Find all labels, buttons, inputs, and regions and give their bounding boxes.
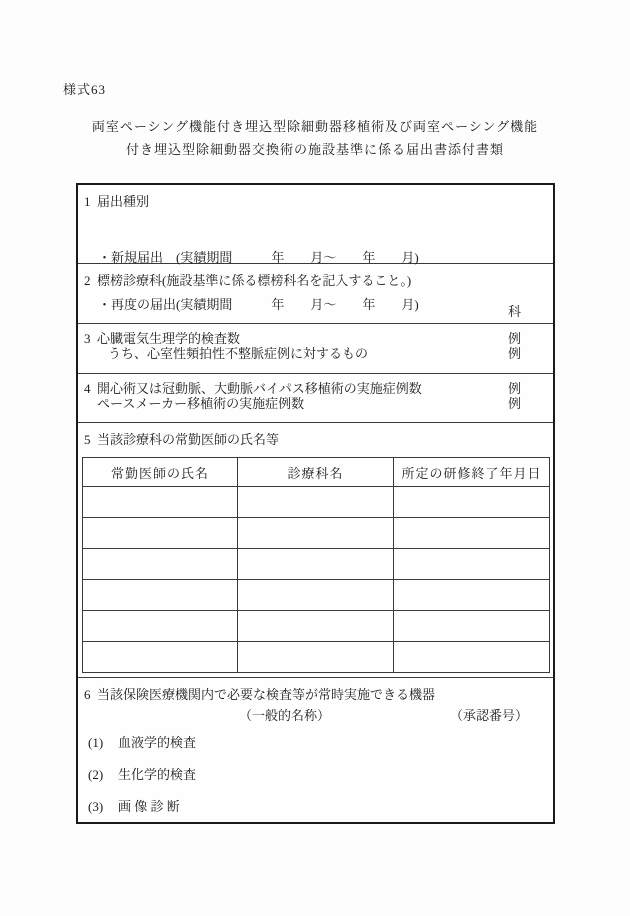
physicians-table-empty-cell bbox=[83, 518, 238, 549]
physicians-table-empty-row bbox=[83, 580, 550, 611]
section-ep-study-counts bbox=[78, 324, 553, 374]
section-surgery-counts bbox=[78, 374, 553, 423]
pacemaker-implant-label: ペースメーカー移植術の実施症例数 bbox=[97, 396, 305, 411]
section-3-number: 3 bbox=[84, 331, 91, 346]
section-1-heading bbox=[78, 185, 553, 210]
section-4-number: 4 bbox=[84, 381, 91, 396]
physicians-table-empty-cell bbox=[238, 580, 394, 611]
physicians-table bbox=[82, 457, 550, 673]
section-1-number: 1 bbox=[84, 194, 91, 209]
item-1-number: (1) bbox=[88, 735, 104, 750]
form-number: 様式63 bbox=[63, 82, 107, 97]
physicians-table-empty-cell bbox=[394, 549, 550, 580]
item-1-label: 血液学的検査 bbox=[118, 735, 197, 750]
vt-cases-label: うち、心室性頻拍性不整脈症例に対するもの bbox=[108, 346, 369, 361]
ep-study-count-unit: 例 bbox=[507, 331, 521, 346]
physicians-table-empty-cell bbox=[238, 549, 394, 580]
physicians-table-empty-cell bbox=[238, 518, 394, 549]
physicians-table-empty-cell bbox=[394, 487, 550, 518]
vt-cases-unit: 例 bbox=[507, 346, 521, 361]
item-3-label: 画 像 診 断 bbox=[118, 799, 180, 814]
equipment-item-imaging bbox=[78, 800, 553, 814]
physicians-table-empty-cell bbox=[394, 642, 550, 673]
physicians-table-empty-cell bbox=[83, 611, 238, 642]
physicians-table-empty-cell bbox=[394, 580, 550, 611]
equipment-column-labels bbox=[78, 705, 553, 723]
equipment-item-hematology bbox=[78, 736, 553, 750]
document-title bbox=[0, 115, 630, 161]
section-2-number: 2 bbox=[84, 273, 91, 288]
pacemaker-implant-unit: 例 bbox=[507, 396, 521, 411]
item-2-number: (2) bbox=[88, 767, 104, 782]
option-new-notification: ・新規届出 (実績期間 年 月～ 年 月) bbox=[98, 250, 419, 265]
stat-row-label bbox=[84, 381, 422, 396]
physicians-table-empty-cell bbox=[83, 549, 238, 580]
section-equipment bbox=[78, 678, 553, 821]
open-heart-surgery-label: 開心術又は冠動脈、大動脈バイパス移植術の実施症例数 bbox=[97, 381, 422, 396]
section-6-heading bbox=[78, 678, 553, 703]
open-heart-surgery-unit: 例 bbox=[507, 381, 521, 396]
ep-study-count-label: 心臓電気生理学的検査数 bbox=[97, 331, 241, 346]
section-5-number: 5 bbox=[84, 432, 91, 447]
physicians-table-empty-cell bbox=[83, 642, 238, 673]
header-training-completion-date: 所定の研修終了年月日 bbox=[394, 458, 550, 487]
section-5-heading-text: 当該診療科の常勤医師の氏名等 bbox=[97, 432, 280, 447]
section-6-heading-text: 当該保険医療機関内で必要な検査等が常時実施できる機器 bbox=[97, 687, 436, 702]
item-3-number: (3) bbox=[88, 799, 104, 814]
section-1-heading-text: 届出種別 bbox=[97, 194, 150, 209]
physicians-table-body bbox=[83, 487, 550, 673]
form-outline-box bbox=[76, 183, 555, 824]
physicians-table-empty-cell bbox=[394, 611, 550, 642]
option-repeat-notification: ・再度の届出(実績期間 年 月～ 年 月) bbox=[98, 296, 419, 312]
physicians-table-empty-row bbox=[83, 487, 550, 518]
section-clinical-departments bbox=[78, 264, 553, 324]
physicians-table-empty-row bbox=[83, 642, 550, 673]
physicians-table-empty-cell bbox=[238, 611, 394, 642]
physicians-table-empty-cell bbox=[394, 518, 550, 549]
document-title-line2: 付き埋込型除細動器交換術の施設基準に係る届出書添付書類 bbox=[125, 142, 504, 157]
stat-row-pacemaker bbox=[78, 396, 553, 411]
section-physicians bbox=[78, 423, 553, 678]
stat-row-label bbox=[84, 331, 240, 346]
physicians-table-empty-row bbox=[83, 518, 550, 549]
header-physician-name: 常勤医師の氏名 bbox=[83, 458, 238, 487]
generic-name-label: （一般的名称） bbox=[239, 708, 331, 723]
department-unit-label: 科 bbox=[507, 304, 521, 319]
header-department-name: 診療科名 bbox=[238, 458, 394, 487]
item-2-label: 生化学的検査 bbox=[118, 767, 197, 782]
section-2-heading bbox=[78, 264, 553, 289]
physicians-table-empty-cell bbox=[238, 487, 394, 518]
physicians-table-empty-row bbox=[83, 549, 550, 580]
section-6-number: 6 bbox=[84, 687, 91, 702]
section-5-heading bbox=[78, 423, 553, 448]
stat-row-ep-studies bbox=[78, 324, 553, 346]
equipment-item-biochemistry bbox=[78, 768, 553, 782]
stat-row-open-heart bbox=[78, 374, 553, 396]
physicians-table-empty-cell bbox=[83, 580, 238, 611]
physicians-table-empty-cell bbox=[238, 642, 394, 673]
stat-row-vt-cases bbox=[78, 346, 553, 361]
approval-number-label: （承認番号） bbox=[450, 708, 529, 723]
section-2-heading-text: 標榜診療科(施設基準に係る標榜科名を記入すること。) bbox=[97, 273, 412, 288]
document-title-line1: 両室ペーシング機能付き埋込型除細動器移植術及び両室ペーシング機能 bbox=[91, 119, 539, 134]
physicians-table-header-row bbox=[83, 458, 550, 487]
physicians-table-empty-row bbox=[83, 611, 550, 642]
physicians-table-empty-cell bbox=[83, 487, 238, 518]
